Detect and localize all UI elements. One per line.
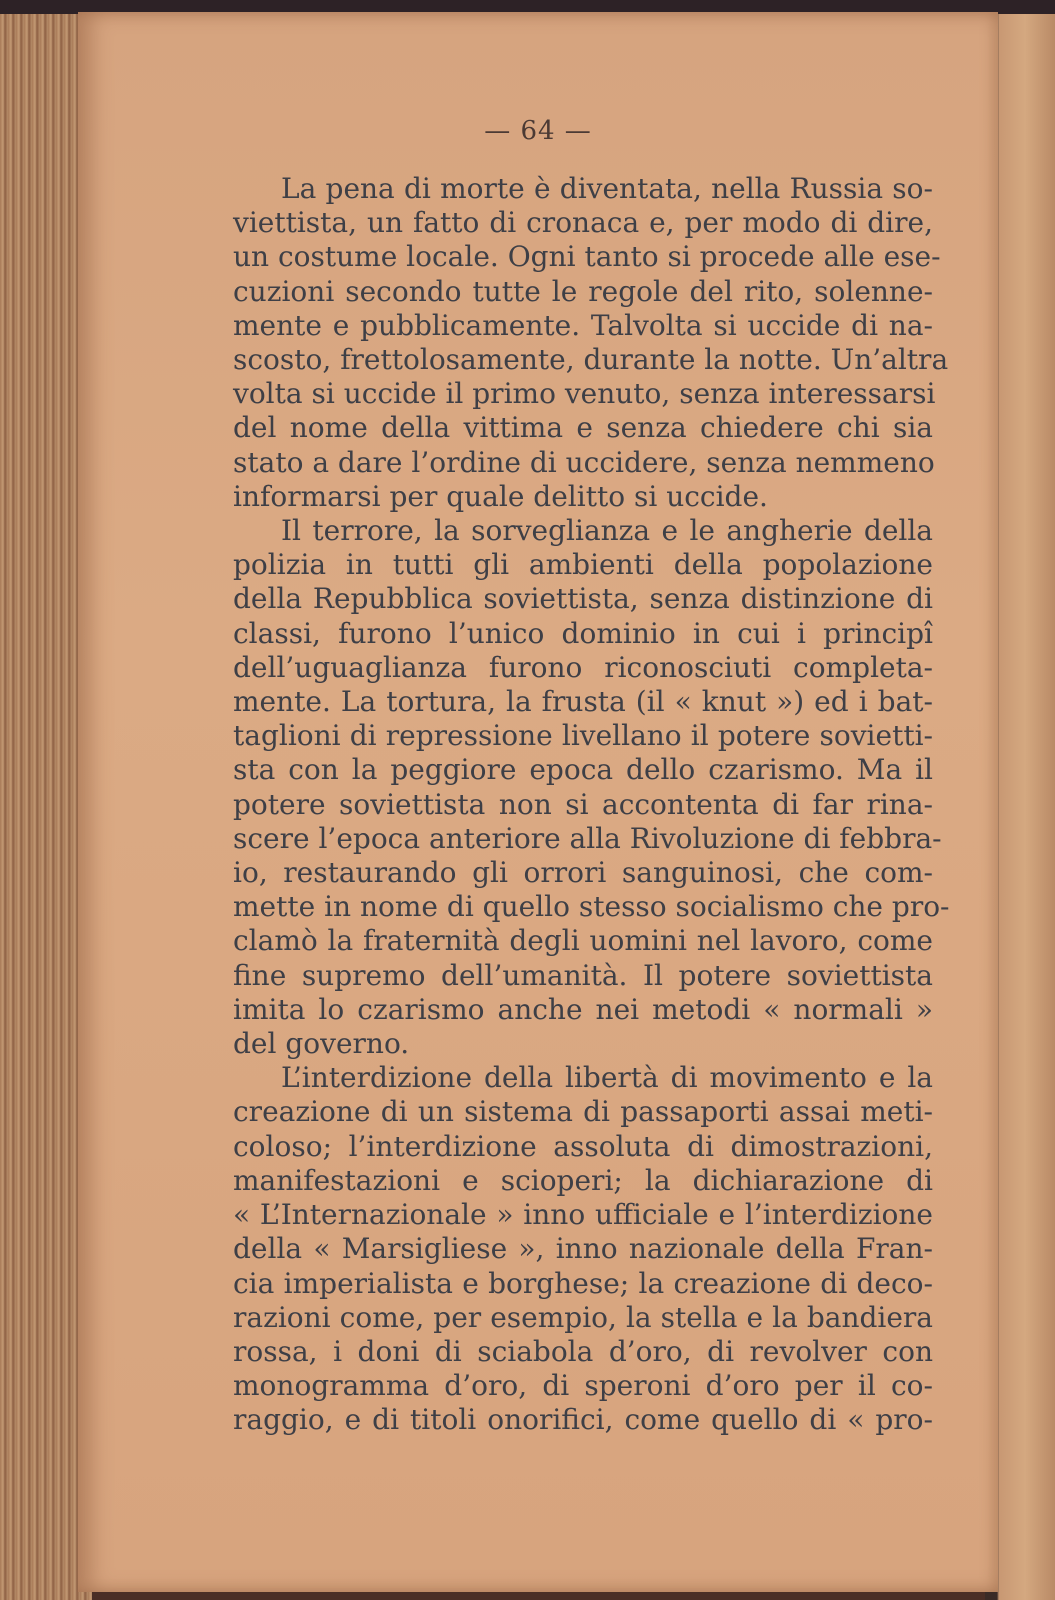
text-line: cuzioni secondo tutte le regole del rito, solenne- [233, 274, 933, 308]
text-line: viettista, un fatto di cronaca e, per modo di dire, [233, 206, 933, 240]
text-line: mente e pubblicamente. Talvolta si uccide di na- [233, 308, 933, 342]
text-line: scosto, frettolosamente, durante la notte. Un’altra [233, 343, 949, 377]
text-line: mette in nome di quello stesso socialismo che pro- [233, 890, 950, 924]
text-line: della Repubblica soviettista, senza distinzione di [233, 582, 933, 616]
text-line: sta con la peggiore epoca dello czarismo. Ma il [233, 753, 933, 787]
text-line: dell’uguaglianza furono riconosciuti completa- [233, 650, 933, 684]
text-line: raggio, e di titoli onorifici, come quello di « pro- [233, 1403, 933, 1437]
text-line: del nome della vittima e senza chiedere chi sia [233, 411, 933, 445]
text-line: stato a dare l’ordine di uccidere, senza nemmeno [233, 445, 935, 479]
book-page [78, 12, 998, 1592]
text-line: Il terrore, la sorveglianza e le angherie della [281, 514, 933, 548]
text-line: cia imperialista e borghese; la creazione di deco- [233, 1266, 933, 1300]
text-line: mente. La tortura, la frusta (il « knut ») ed i bat- [233, 685, 933, 719]
paragraph-2 [233, 514, 950, 1061]
text-line: classi, furono l’unico dominio in cui i principî [233, 616, 933, 650]
text-line: « L’Internazionale » inno ufficiale e l’interdizione [233, 1198, 933, 1232]
text-line: io, restaurando gli orrori sanguinosi, che com- [233, 856, 933, 890]
paragraph-3 [233, 1061, 933, 1437]
text-line: della « Marsigliese », inno nazionale della Fran- [233, 1232, 933, 1266]
text-line: clamò la fraternità degli uomini nel lavoro, come [233, 924, 933, 958]
page-number: — 64 — [484, 116, 592, 146]
text-line: potere soviettista non si accontenta di far rina- [233, 787, 933, 821]
text-line: coloso; l’interdizione assoluta di dimostrazioni, [233, 1129, 933, 1163]
text-line: L’interdizione della libertà di movimento e la [281, 1061, 933, 1095]
text-line: taglioni di repressione livellano il potere sovietti- [233, 719, 933, 753]
text-line: volta si uccide il primo venuto, senza interessarsi [233, 377, 936, 411]
body-text [233, 172, 950, 1438]
text-line: La pena di morte è diventata, nella Russia so- [281, 172, 933, 205]
paragraph-1 [233, 172, 949, 514]
text-line: informarsi per quale delitto si uccide. [233, 479, 768, 513]
text-line: razioni come, per esempio, la stella e la bandiera [233, 1300, 933, 1334]
text-line: creazione di un sistema di passaporti assai meti- [233, 1095, 933, 1129]
text-line: scere l’epoca anteriore alla Rivoluzione di febbra- [233, 821, 942, 855]
text-line: manifestazioni e scioperi; la dichiarazione di [233, 1163, 933, 1197]
text-line: rossa, i doni di sciabola d’oro, di revolver con [233, 1334, 933, 1368]
text-line: monogramma d’oro, di speroni d’oro per il co- [233, 1369, 933, 1403]
text-line: fine supremo dell’umanità. Il potere soviettista [233, 958, 933, 992]
text-line: un costume locale. Ogni tanto si procede alle ese- [233, 240, 941, 274]
text-line: polizia in tutti gli ambienti della popolazione [233, 548, 933, 582]
text-line: imita lo czarismo anche nei metodi « normali » [233, 992, 933, 1026]
text-line: del governo. [233, 1027, 410, 1061]
